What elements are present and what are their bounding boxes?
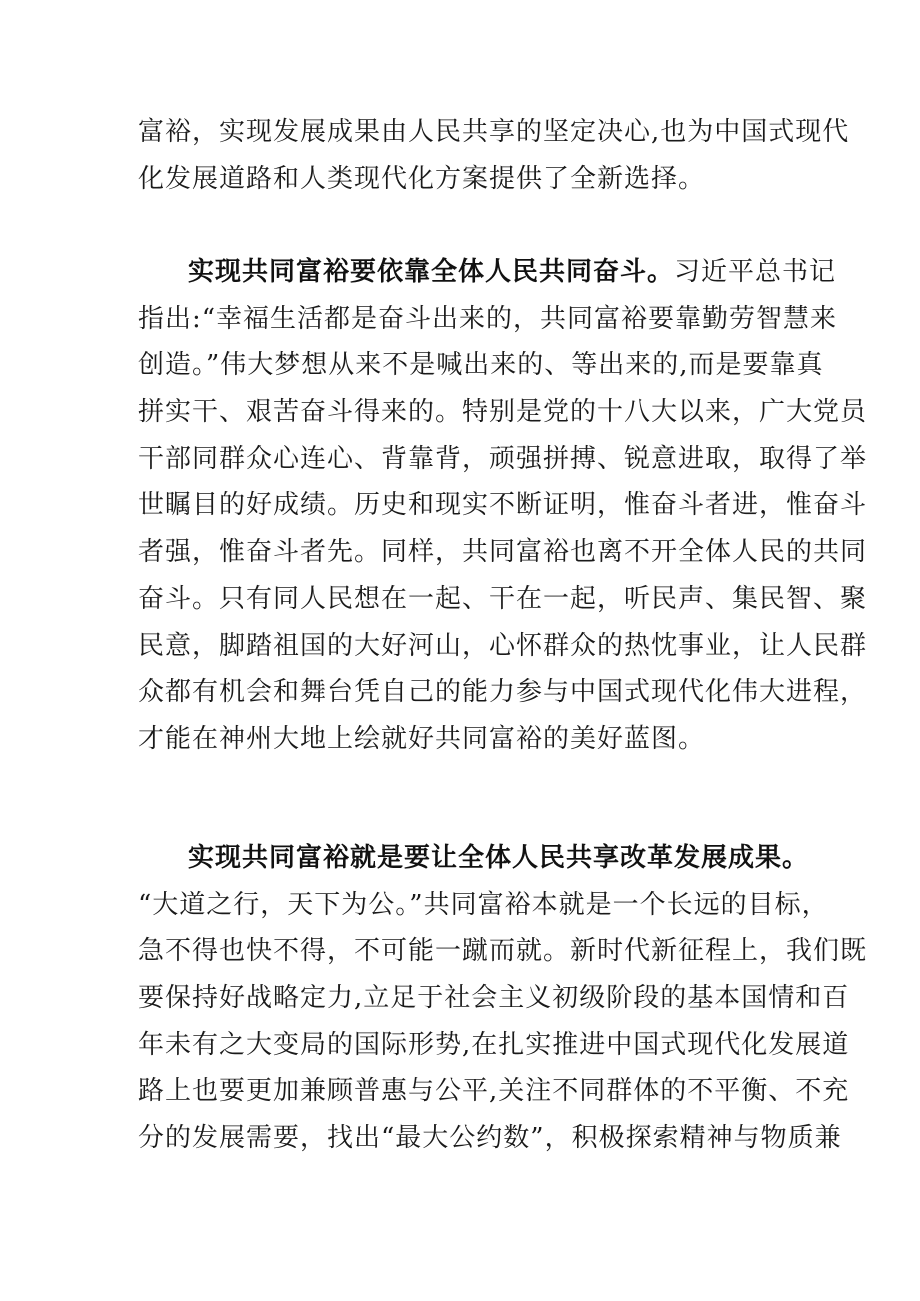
text-line: 世瞩目的好成绩。历史和现实不断证明，惟奋斗者进，惟奋斗 bbox=[138, 490, 868, 521]
text-line: 众都有机会和舞台凭自己的能力参与中国式现代化伟大进程， bbox=[138, 677, 868, 708]
paragraph-first-line bbox=[138, 835, 810, 882]
paragraph-first-line-rest: 习近平总书记 bbox=[674, 257, 837, 287]
text-line: 急不得也快不得，不可能一蹴而就。新时代新征程上，我们既 bbox=[138, 936, 868, 967]
paragraph-sharing bbox=[138, 835, 868, 1162]
text-line: 分的发展需要，找出“最大公约数”，积极探索精神与物质兼 bbox=[138, 1123, 842, 1154]
text-line: 干部同群众心连心、背靠背，顽强拼搏、锐意进取，取得了举 bbox=[138, 443, 868, 474]
text-line: 年未有之大变局的国际形势,在扎实推进中国式现代化发展道 bbox=[138, 1029, 850, 1060]
text-line: 路上也要更加兼顾普惠与公平,关注不同群体的不平衡、不充 bbox=[138, 1076, 850, 1107]
text-line: 指出:“幸福生活都是奋斗出来的，共同富裕要靠勤劳智慧来 bbox=[138, 303, 838, 334]
text-line: 创造。”伟大梦想从来不是喊出来的、等出来的,而是要靠真 bbox=[138, 350, 824, 381]
paragraph-lead-sentence: 实现共同富裕就是要让全体人民共享改革发展成果。 bbox=[188, 843, 810, 873]
text-line: 民意，脚踏祖国的大好河山，心怀群众的热忱事业，让人民群 bbox=[138, 630, 868, 661]
text-line: 才能在神州大地上绘就好共同富裕的美好蓝图。 bbox=[138, 723, 706, 754]
text-line: 要保持好战略定力,立足于社会主义初级阶段的基本国情和百 bbox=[138, 983, 850, 1014]
paragraph-lead-sentence: 实现共同富裕要依靠全体人民共同奋斗。 bbox=[188, 257, 675, 287]
text-line: 奋斗。只有同人民想在一起、干在一起，听民声、集民智、聚 bbox=[138, 583, 868, 614]
paragraph-continuation bbox=[138, 109, 850, 202]
text-line: 者强，惟奋斗者先。同样，共同富裕也离不开全体人民的共同 bbox=[138, 537, 868, 568]
paragraph-struggle bbox=[138, 249, 868, 763]
text-line: “大道之行，天下为公。”共同富裕本就是一个长远的目标， bbox=[138, 889, 829, 920]
text-line: 化发展道路和人类现代化方案提供了全新选择。 bbox=[138, 163, 706, 194]
text-line: 富裕，实现发展成果由人民共享的坚定决心,也为中国式现代 bbox=[138, 117, 850, 147]
text-line: 拼实干、艰苦奋斗得来的。特别是党的十八大以来，广大党员 bbox=[138, 397, 868, 428]
paragraph-first-line bbox=[138, 249, 837, 296]
